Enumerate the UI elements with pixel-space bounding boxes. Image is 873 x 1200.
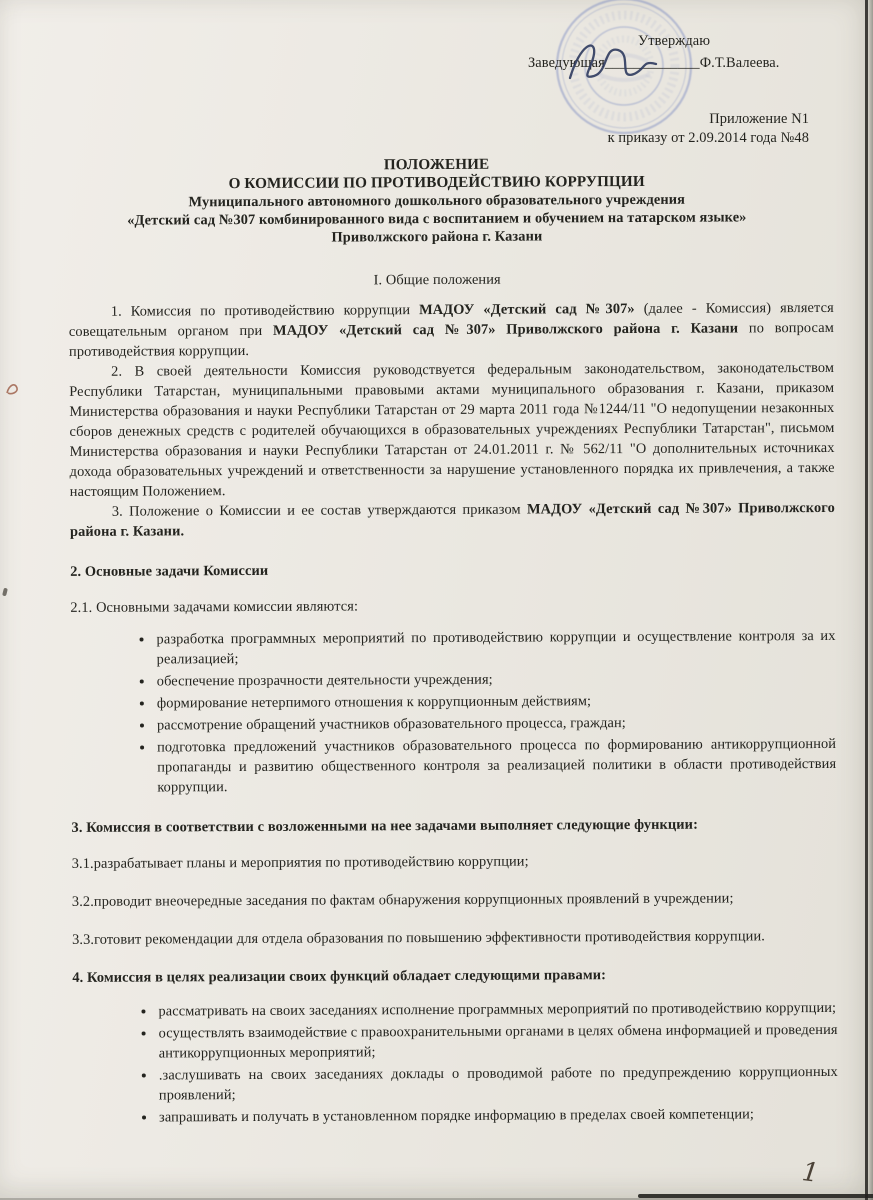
list-item: • .заслушивать на своих заседаниях доклады о проводимой работе по предупреждению коррупционных проявлений; — [157, 1062, 838, 1106]
title-line-5: Приволжского района г. Казани — [331, 228, 543, 246]
section-heading-rights: 4. Комиссия в целях реализации своих функций обладает следующими правами: — [72, 967, 607, 986]
document-title — [40, 154, 833, 248]
title-line-3: Муниципального автономного дошкольного образовательного учреждения — [188, 191, 686, 211]
paragraph-1-3 — [70, 498, 835, 542]
annex-block — [608, 110, 809, 148]
list-item: • рассматривать на своих заседаниях исполнение программных мероприятий по противодействию коррупции; — [156, 998, 837, 1022]
annex-line-2: к приказу от 2.09.2014 года №48 — [607, 130, 809, 146]
paragraph-1-1 — [69, 298, 834, 362]
function-item-3: 3.3.готовит рекомендации для отдела образования по повышению эффективности противодействия коррупции. — [72, 928, 765, 948]
page-number-handwritten: 1 — [800, 1157, 821, 1189]
tasks-intro: 2.1. Основными задачами комиссии являются: — [70, 598, 359, 616]
section-heading-tasks: 2. Основные задачи Комиссии — [70, 562, 269, 580]
title-line-4: «Детский сад №307 комбинированного вида с воспитанием и обучением на татарском языке» — [127, 209, 747, 229]
section-heading-general: I. Общие положения — [373, 271, 501, 289]
tasks-list — [70, 626, 836, 798]
text-run: 1. Комиссия по противодействию коррупции — [110, 302, 420, 320]
text-run: (далее - Комиссия) является совещательным органом при — [68, 299, 834, 340]
text-run-bold: МАДОУ «Детский сад №307» Приволжского района г. Казани — [272, 320, 739, 339]
function-item-2: 3.2.проводит внеочередные заседания по фактам обнаружения коррупционных проявлений в учреждении; — [71, 890, 734, 910]
section-heading-functions: 3. Комиссия в соответствии с возложенными на нее задачами выполняет следующие функции: — [71, 816, 698, 836]
approval-label: Утверждаю — [638, 33, 711, 49]
signature-icon — [560, 34, 664, 92]
scan-artifact-icon — [4, 380, 22, 398]
scan-edge-right-soft — [868, 0, 873, 1200]
annex-line-1: Приложение N1 — [709, 111, 809, 127]
text-run-bold: МАДОУ «Детский сад №307» — [419, 300, 635, 319]
list-item: • запрашивать и получать в установленном порядке информацию в пределах своей компетенции; — [157, 1104, 838, 1128]
text-run: по вопросам противодействия коррупции. — [68, 319, 834, 360]
function-item-1: 3.1.разрабатывает планы и мероприятия по противодействию коррупции; — [71, 853, 529, 872]
title-line-2: О КОМИССИИ ПО ПРОТИВОДЕЙСТВИЮ КОРРУПЦИИ — [228, 172, 645, 193]
text-run-bold: МАДОУ «Детский сад №307» Приволжского района г. Казани. — [69, 499, 835, 540]
approval-signatory-line: Заведующая_____________Ф.Т.Валеева. — [528, 55, 780, 71]
text-run: 3. Положение о Комиссии и ее состав утверждаются приказом — [111, 501, 528, 520]
list-item: • обеспечение прозрачности деятельности учреждения; — [155, 668, 836, 692]
list-item: • разработка программных мероприятий по противодействию коррупции и осуществление контроля за их реализацией; — [154, 626, 835, 670]
list-item: • осуществлять взаимодействие с правоохранительными органами в целях обмена информацией и проведения антикоррупционных мероприятий; — [157, 1020, 838, 1064]
list-item: • рассмотрение обращений участников образовательного процесса, граждан; — [155, 712, 836, 736]
paragraph-1-2: 2. В своей деятельности Комиссия руководствуется федеральным законодательством, законодательством Республики Татарстан, муниципальными правовыми актами муниципального образования г. Казани, приказом Министерства образования и науки Республики Татарстан от 29 марта 2011 года №1244/11 "О недопущении незаконных сборов денежных средств с родителей обучающихся в образовательных учреждениях Республики Татарстан", письмом Министерства образования и науки Республики Татарстан от 24.01.2011 г. № 562/11 "О дополнительных источниках дохода образовательных учреждений и ответственности за нарушение установленного порядка их привлечения, а также настоящим Положением. — [69, 359, 835, 500]
document-body — [69, 298, 838, 1128]
list-item: • подготовка предложений участников образовательного процесса по формированию антикоррупционной пропаганды и развитию общественного контроля за реализацией политики в области противодействия коррупции. — [155, 734, 836, 798]
title-line-1: ПОЛОЖЕНИЕ — [383, 155, 490, 174]
rights-list — [72, 998, 838, 1128]
list-item: • формирование нетерпимого отношения к коррупционным действиям; — [155, 690, 836, 714]
